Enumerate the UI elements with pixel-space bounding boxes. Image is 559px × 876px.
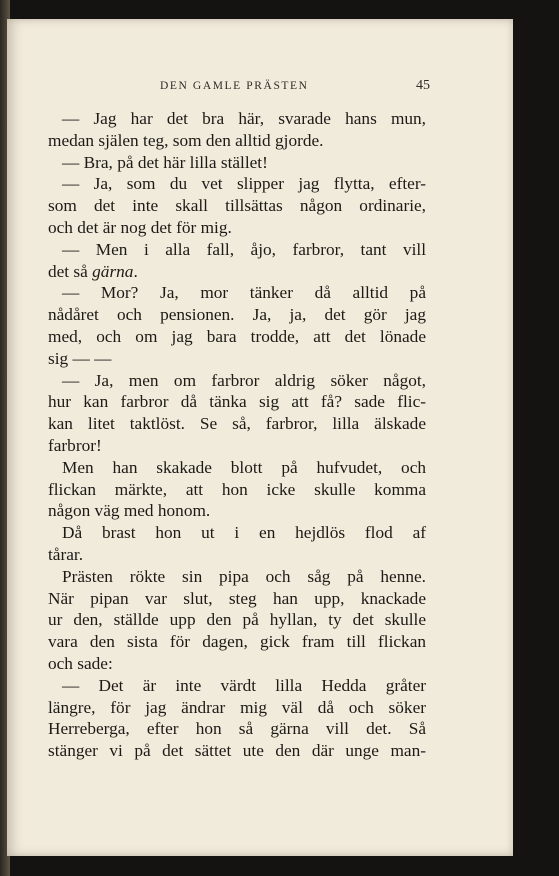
text-line: Herreberga, efter hon så gärna vill det. Så (48, 719, 426, 739)
text-line: flickan märkte, att hon icke skulle komma (48, 479, 426, 499)
text-line: sig — — (48, 348, 112, 368)
text-line: som det inte skall tillsättas någon ordinarie, (48, 196, 426, 216)
text-line: och det är nog det för mig. (48, 217, 232, 237)
text-line: — Jag har det bra här, svarade hans mun, (62, 109, 426, 128)
text-line: Men han skakade blott på hufvudet, och (62, 457, 426, 477)
text-line: någon väg med honom. (48, 501, 211, 521)
text-line: — Det är inte värdt lilla Hedda gråter (62, 675, 426, 695)
text-run: . (133, 261, 138, 281)
text-line: med, och om jag bara trodde, att det lönade (48, 326, 426, 346)
text-line: ur den, ställde upp den på hyllan, ty det skulle (48, 610, 426, 630)
text-line: tårar. (48, 544, 84, 564)
scan-background (513, 0, 559, 876)
text-line: medan själen teg, som den alltid gjorde. (48, 130, 324, 150)
body-text (48, 108, 426, 762)
text-line: kan litet taktlöst. Se så, farbror, lilla älskade (48, 414, 426, 434)
text-run: det så (48, 261, 88, 281)
text-line: vara den sista för dagen, gick fram till flickan (48, 632, 426, 652)
text-line (48, 261, 426, 283)
text-line: — Ja, men om farbror aldrig söker något, (62, 370, 426, 390)
text-line: — Men i alla fall, åjo, farbror, tant vill (62, 239, 426, 259)
page-number: 45 (416, 78, 430, 93)
text-line: och sade: (48, 653, 113, 673)
text-line: farbror! (48, 435, 102, 455)
text-line: Prästen rökte sin pipa och såg på henne. (62, 566, 426, 586)
text-line: längre, för jag ändrar mig väl då och söker (48, 697, 426, 717)
text-line: — Bra, på det här lilla stället! (62, 152, 268, 172)
text-line: När pipan var slut, steg han upp, knackade (48, 588, 426, 608)
page-header (160, 80, 430, 98)
text-line: — Ja, som du vet slipper jag flytta, efter- (62, 174, 426, 194)
text-line: Då brast hon ut i en hejdlös flod af (62, 523, 426, 543)
text-line: — Mor? Ja, mor tänker då alltid på (62, 283, 426, 303)
running-title: DEN GAMLE PRÄSTEN (160, 80, 309, 92)
italic-word: gärna (92, 261, 134, 281)
text-line: hur kan farbror då tänka sig att få? sade flic- (48, 392, 426, 412)
text-line: nådåret och pensionen. Ja, ja, det gör jag (48, 305, 426, 325)
text-line: stänger vi på det sättet ute den där unge man- (48, 741, 426, 761)
